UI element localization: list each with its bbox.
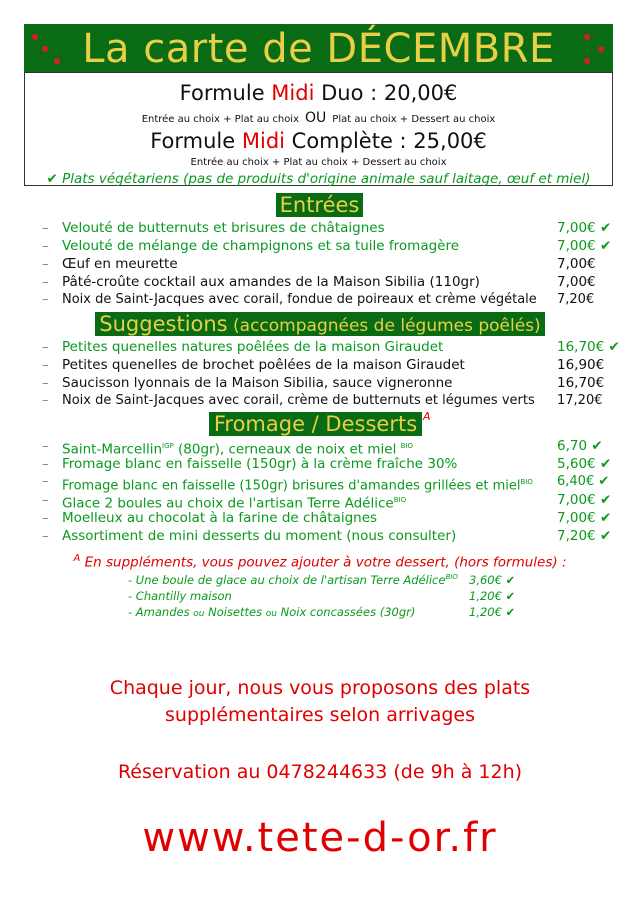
menu-item: – Glace 2 boules au choix de l'artisan Terre Adélice$^{BIO}$ 7,00€ ✔ [42,492,612,512]
vegetarian-note: ✔ Plats végétariens (pas de produits d'origine animale sauf laitage, œuf et miel) [46,171,591,187]
section-header-suggestions: Suggestions (accompagnées de légumes poêlés) [95,312,545,336]
menu-item: – Œuf en meurette 7,00€ [42,256,596,272]
menu-item: – Assortiment de mini desserts du moment (nous consulter) 7,20€ ✔ [42,528,612,544]
page-title: La carte de DÉCEMBRE [82,26,555,72]
menu-item: – Velouté de mélange de champignons et sa tuile fromagère 7,00€ ✔ [42,238,612,254]
menu-item: – Saucisson lyonnais de la Maison Sibilia, sauce vigneronne 16,70€ [42,375,605,391]
menu-item: – Fromage blanc en faisselle (150gr) à la crème fraîche 30% 5,60€ ✔ [42,456,612,472]
desserts-footnote-mark: A [423,410,431,423]
menu-item: – Velouté de butternuts et brisures de châtaignes 7,00€ ✔ [42,220,612,236]
formula-box [24,72,613,186]
title-banner [24,24,613,72]
section-header-entrees: Entrées [276,193,363,217]
supplement-price: 1,20€ ✔ [469,589,516,603]
menu-item: – Moelleux au chocolat à la farine de châtaignes 7,00€ ✔ [42,510,612,526]
website-link[interactable]: www.tete-d-or.fr [142,815,498,861]
supplements-heading: $^A$ En suppléments, vous pouvez ajouter à votre dessert, (hors formules) : [73,553,567,571]
menu-item: – Pâté-croûte cocktail aux amandes de la Maison Sibilia (110gr) 7,00€ [42,274,596,290]
reservation-line: Réservation au 0478244633 (de 9h à 12h) [117,761,523,783]
formule-complete-details: Entrée au choix + Plat au choix + Dessert au choix [190,157,447,168]
supplement-price: 3,60€ ✔ [469,573,516,587]
section-header-desserts: Fromage / Desserts [209,412,422,436]
menu-item: – Noix de Saint-Jacques avec corail, fondue de poireaux et crème végétale 7,20€ [42,292,595,307]
formule-duo-details: Entrée au choix + Plat au choix OU Plat au choix + Dessert au choix [141,110,496,126]
supplement-item: - Une boule de glace au choix de l'artisan Terre Adélice$^{BIO}$ [128,573,458,587]
menu-item: – Petites quenelles de brochet poêlées de la maison Giraudet 16,90€ [42,357,605,373]
supplement-price: 1,20€ ✔ [469,605,516,619]
daily-specials-line-1: Chaque jour, nous vous proposons des plats [109,677,531,699]
menu-item: – Fromage blanc en faisselle (150gr) brisures d'amandes grillées et miel$^{BIO}$ 6,40€ ✔ [42,474,610,494]
supplement-item: - Amandes ou Noisettes ou Noix concassées (30gr) [128,605,416,619]
formule-duo: Formule Midi Duo : 20,00€ [179,81,458,105]
menu-item: – Noix de Saint-Jacques avec corail, crème de butternuts et légumes verts 17,20€ [42,393,603,408]
daily-specials-line-2: supplémentaires selon arrivages [165,704,475,726]
menu-item: – Petites quenelles natures poêlées de la maison Giraudet 16,70€ ✔ [42,339,620,355]
supplement-item: - Chantilly maison [128,589,232,603]
menu-item: – Saint-Marcellin$^{IGP}$ (80gr), cerneaux de noix et miel $^{BIO}$ 6,70 ✔ [42,438,603,458]
formule-complete: Formule Midi Complète : 25,00€ [150,129,487,153]
